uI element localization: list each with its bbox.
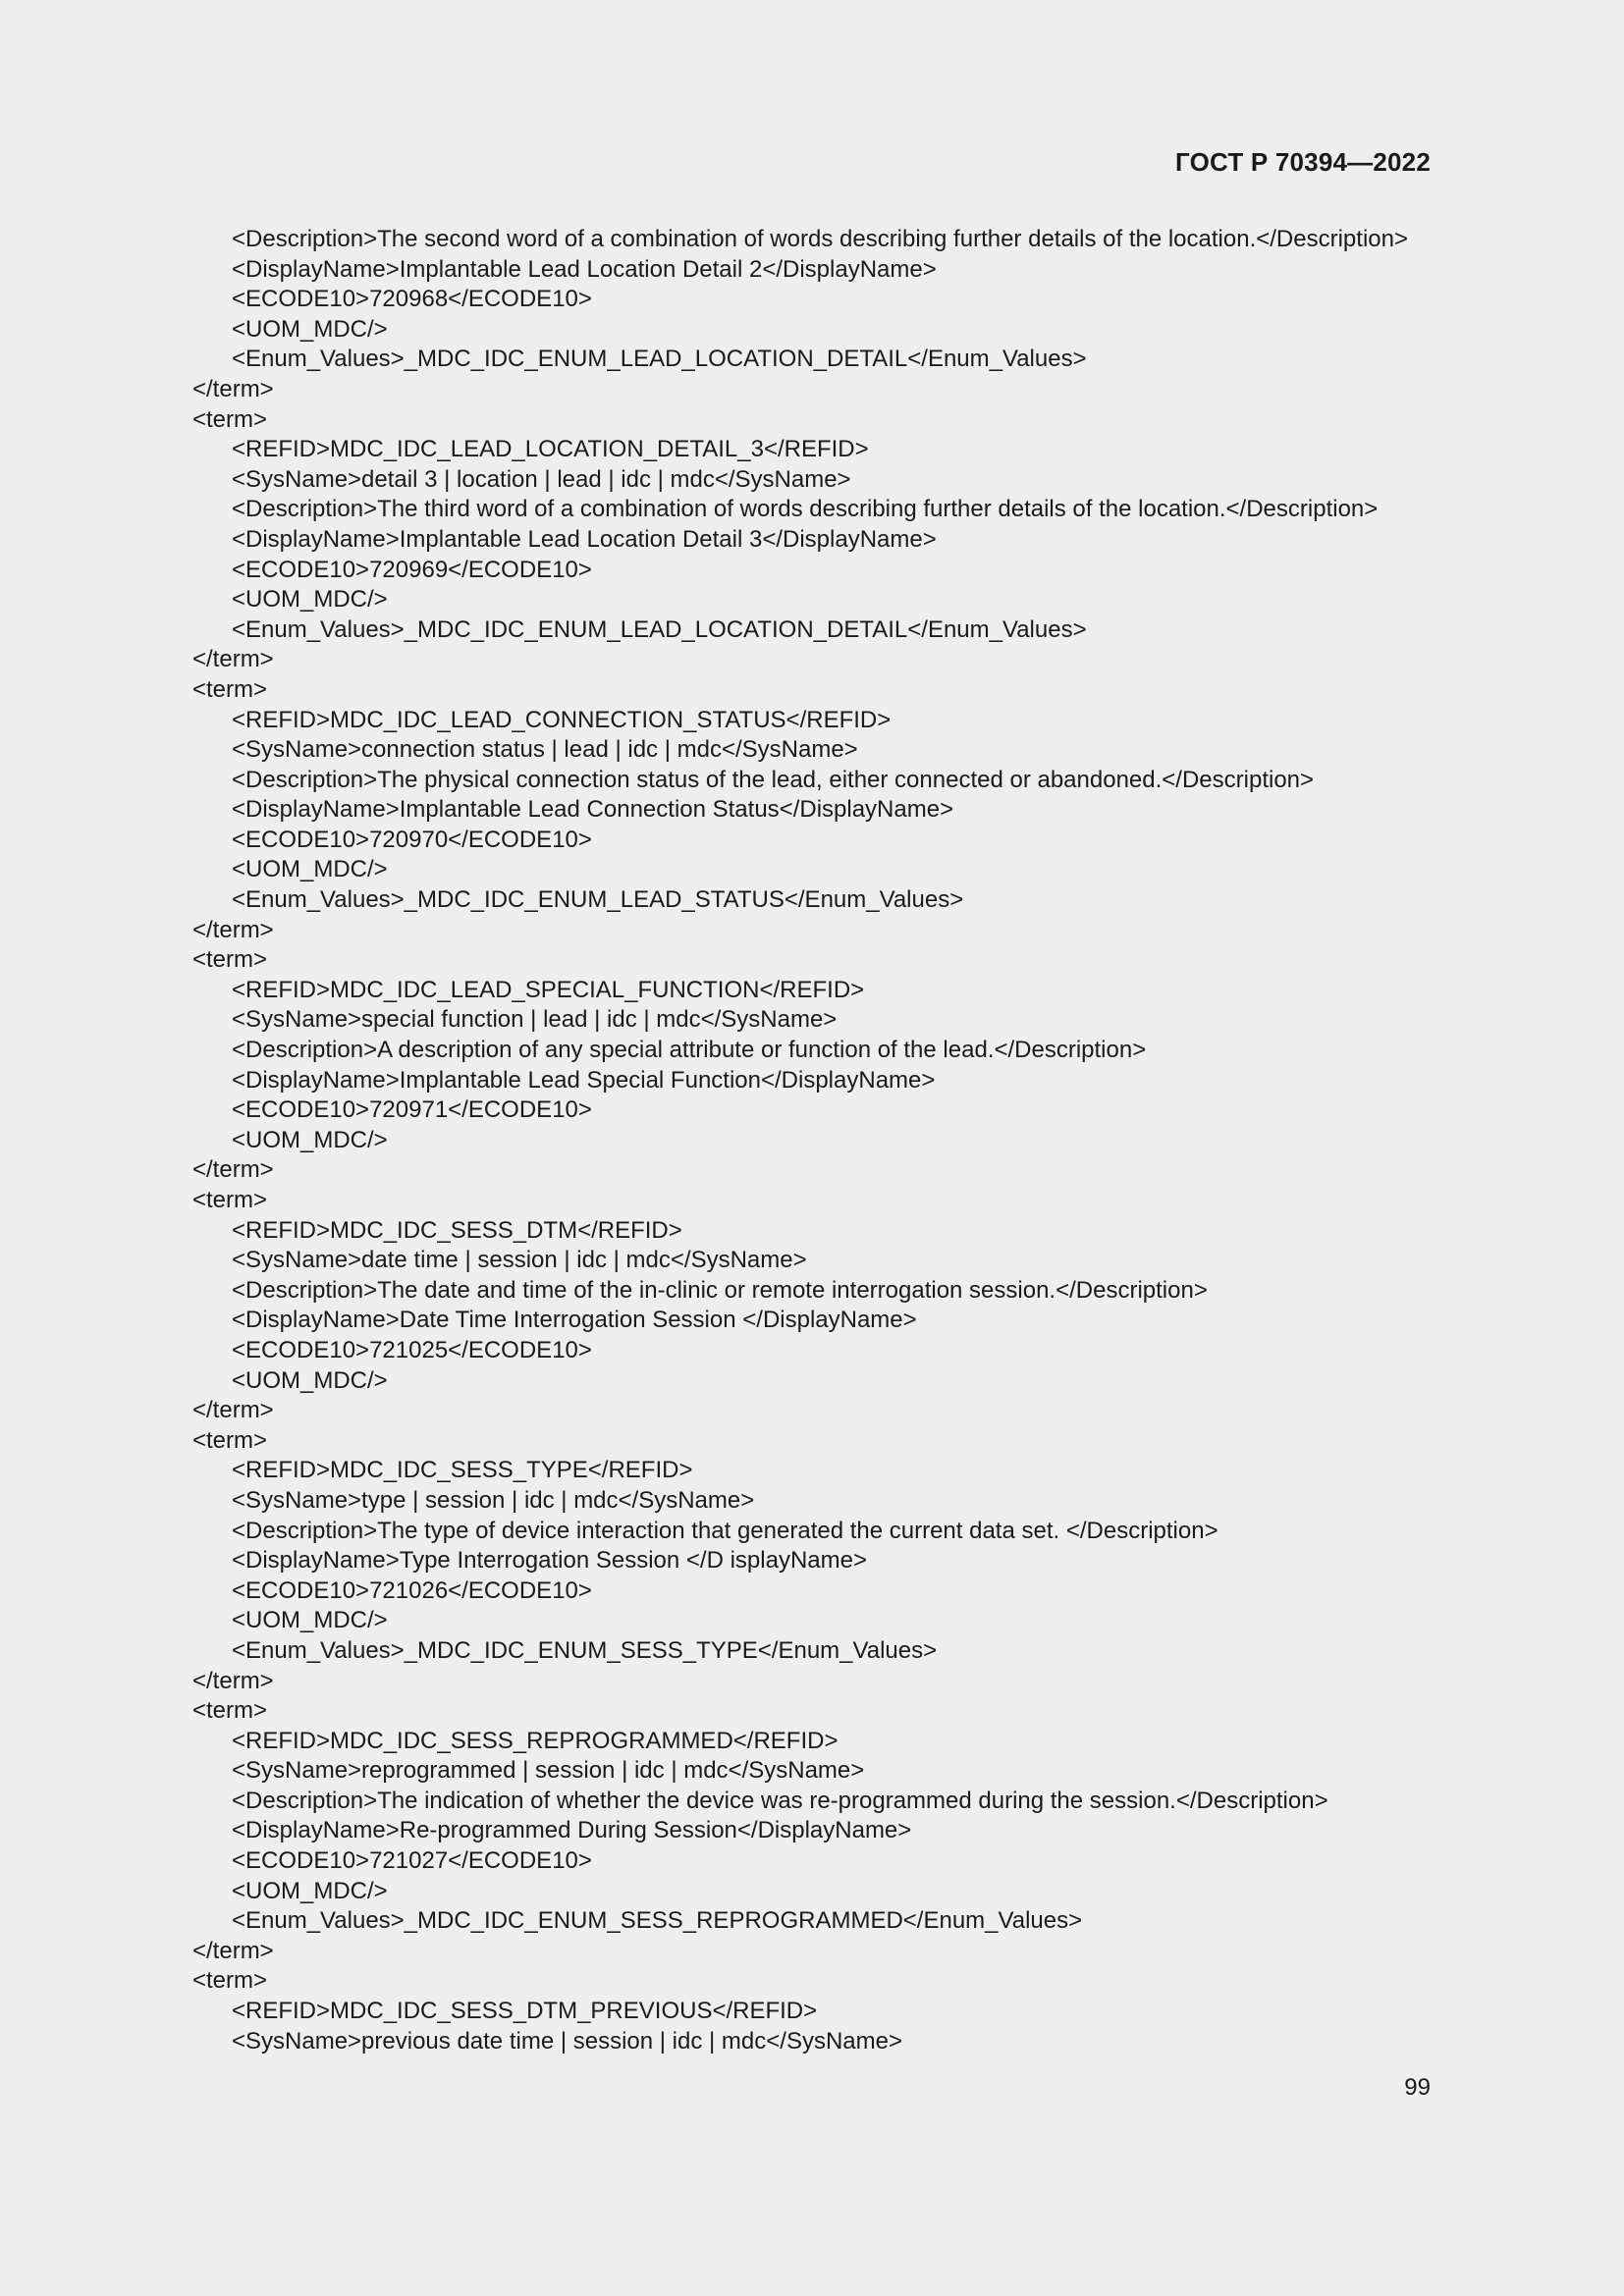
xml-line: <UOM_MDC/>: [232, 1607, 388, 1634]
xml-line: <SysName>connection status | lead | idc | mdc</SysName>: [232, 736, 858, 764]
xml-line: <Description>The type of device interaction that generated the current data set. </Description>: [232, 1517, 1218, 1544]
xml-line: <DisplayName>Date Time Interrogation Session </DisplayName>: [232, 1307, 917, 1334]
xml-line: <ECODE10>721027</ECODE10>: [232, 1847, 592, 1875]
document-header: ГОСТ Р 70394—2022: [1175, 147, 1431, 177]
xml-line: </term>: [192, 1156, 274, 1184]
xml-line: <term>: [192, 1967, 268, 1995]
xml-line: <REFID>MDC_IDC_LEAD_LOCATION_DETAIL_3</REFID>: [232, 436, 869, 463]
xml-line: <UOM_MDC/>: [232, 586, 388, 614]
xml-line: <Enum_Values>_MDC_IDC_ENUM_LEAD_LOCATION_DETAIL</Enum_Values>: [232, 615, 1087, 643]
xml-line: <ECODE10>721026</ECODE10>: [232, 1576, 592, 1604]
xml-line: <term>: [192, 1187, 268, 1213]
xml-line: </term>: [192, 375, 274, 402]
xml-line: <Description>The second word of a combination of words describing further details of the location.</Description>: [232, 226, 1408, 252]
xml-line: <DisplayName>Re-programmed During Session</DisplayName>: [232, 1817, 912, 1844]
xml-line: <Enum_Values>_MDC_IDC_ENUM_SESS_TYPE</Enum_Values>: [232, 1636, 938, 1664]
xml-line: <term>: [192, 405, 268, 433]
xml-line: <term>: [192, 946, 268, 974]
xml-line: <ECODE10>720971</ECODE10>: [232, 1096, 592, 1124]
xml-line: <SysName>type | session | idc | mdc</SysName>: [232, 1486, 755, 1514]
xml-line: <REFID>MDC_IDC_SESS_DTM</REFID>: [232, 1216, 682, 1244]
xml-line: <REFID>MDC_IDC_SESS_REPROGRAMMED</REFID>: [232, 1727, 839, 1754]
xml-line: <Description>The third word of a combination of words describing further details of the location.</Description>: [232, 496, 1379, 523]
xml-line: <DisplayName>Type Interrogation Session </D isplayName>: [232, 1547, 867, 1575]
xml-line: <UOM_MDC/>: [232, 1877, 388, 1904]
xml-line: <DisplayName>Implantable Lead Location Detail 2</DisplayName>: [232, 255, 937, 283]
xml-line: <Description>The physical connection status of the lead, either connected or abandoned.</Description>: [232, 766, 1315, 793]
xml-line: <DisplayName>Implantable Lead Connection Status</DisplayName>: [232, 796, 954, 824]
xml-line: <REFID>MDC_IDC_LEAD_SPECIAL_FUNCTION</REFID>: [232, 976, 865, 1003]
page-number: 99: [1404, 2074, 1431, 2101]
xml-line: <SysName>detail 3 | location | lead | idc | mdc</SysName>: [232, 465, 851, 493]
xml-line: <Description>The date and time of the in-clinic or remote interrogation session.</Description>: [232, 1276, 1208, 1304]
xml-line: <ECODE10>720968</ECODE10>: [232, 286, 592, 313]
xml-line: <DisplayName>Implantable Lead Special Function</DisplayName>: [232, 1066, 936, 1094]
xml-line: <SysName>special function | lead | idc | mdc</SysName>: [232, 1006, 838, 1034]
xml-line: <SysName>previous date time | session | idc | mdc</SysName>: [232, 2027, 902, 2055]
xml-line: <SysName>reprogrammed | session | idc | mdc</SysName>: [232, 1757, 865, 1785]
xml-line: <Enum_Values>_MDC_IDC_ENUM_SESS_REPROGRAMMED</Enum_Values>: [232, 1907, 1083, 1935]
xml-line: </term>: [192, 1397, 274, 1424]
xml-line: <DisplayName>Implantable Lead Location Detail 3</DisplayName>: [232, 525, 937, 553]
xml-line: <SysName>date time | session | idc | mdc</SysName>: [232, 1247, 807, 1274]
xml-line: <UOM_MDC/>: [232, 856, 388, 883]
xml-line: <Enum_Values>_MDC_IDC_ENUM_LEAD_STATUS</Enum_Values>: [232, 886, 964, 914]
xml-listing: [192, 225, 1459, 2056]
xml-line: </term>: [192, 646, 274, 673]
xml-line: </term>: [192, 916, 274, 943]
xml-line: <UOM_MDC/>: [232, 1126, 388, 1153]
xml-line: <REFID>MDC_IDC_SESS_DTM_PREVIOUS</REFID>: [232, 1998, 818, 2025]
xml-line: <Description>The indication of whether the device was re-programmed during the session.</Description>: [232, 1787, 1328, 1814]
xml-line: <term>: [192, 1426, 268, 1454]
xml-line: </term>: [192, 1937, 274, 1964]
xml-line: <Enum_Values>_MDC_IDC_ENUM_LEAD_LOCATION_DETAIL</Enum_Values>: [232, 346, 1087, 373]
xml-line: <Description>A description of any special attribute or function of the lead.</Description>: [232, 1037, 1147, 1064]
xml-line: <UOM_MDC/>: [232, 1366, 388, 1394]
xml-line: <term>: [192, 1697, 268, 1725]
xml-line: <term>: [192, 675, 268, 703]
xml-line: <UOM_MDC/>: [232, 315, 388, 343]
xml-line: <REFID>MDC_IDC_SESS_TYPE</REFID>: [232, 1457, 693, 1484]
xml-line: <ECODE10>720970</ECODE10>: [232, 826, 592, 853]
xml-line: </term>: [192, 1667, 274, 1694]
xml-line: <ECODE10>721025</ECODE10>: [232, 1336, 592, 1363]
xml-line: <ECODE10>720969</ECODE10>: [232, 556, 592, 583]
xml-line: <REFID>MDC_IDC_LEAD_CONNECTION_STATUS</REFID>: [232, 706, 892, 733]
